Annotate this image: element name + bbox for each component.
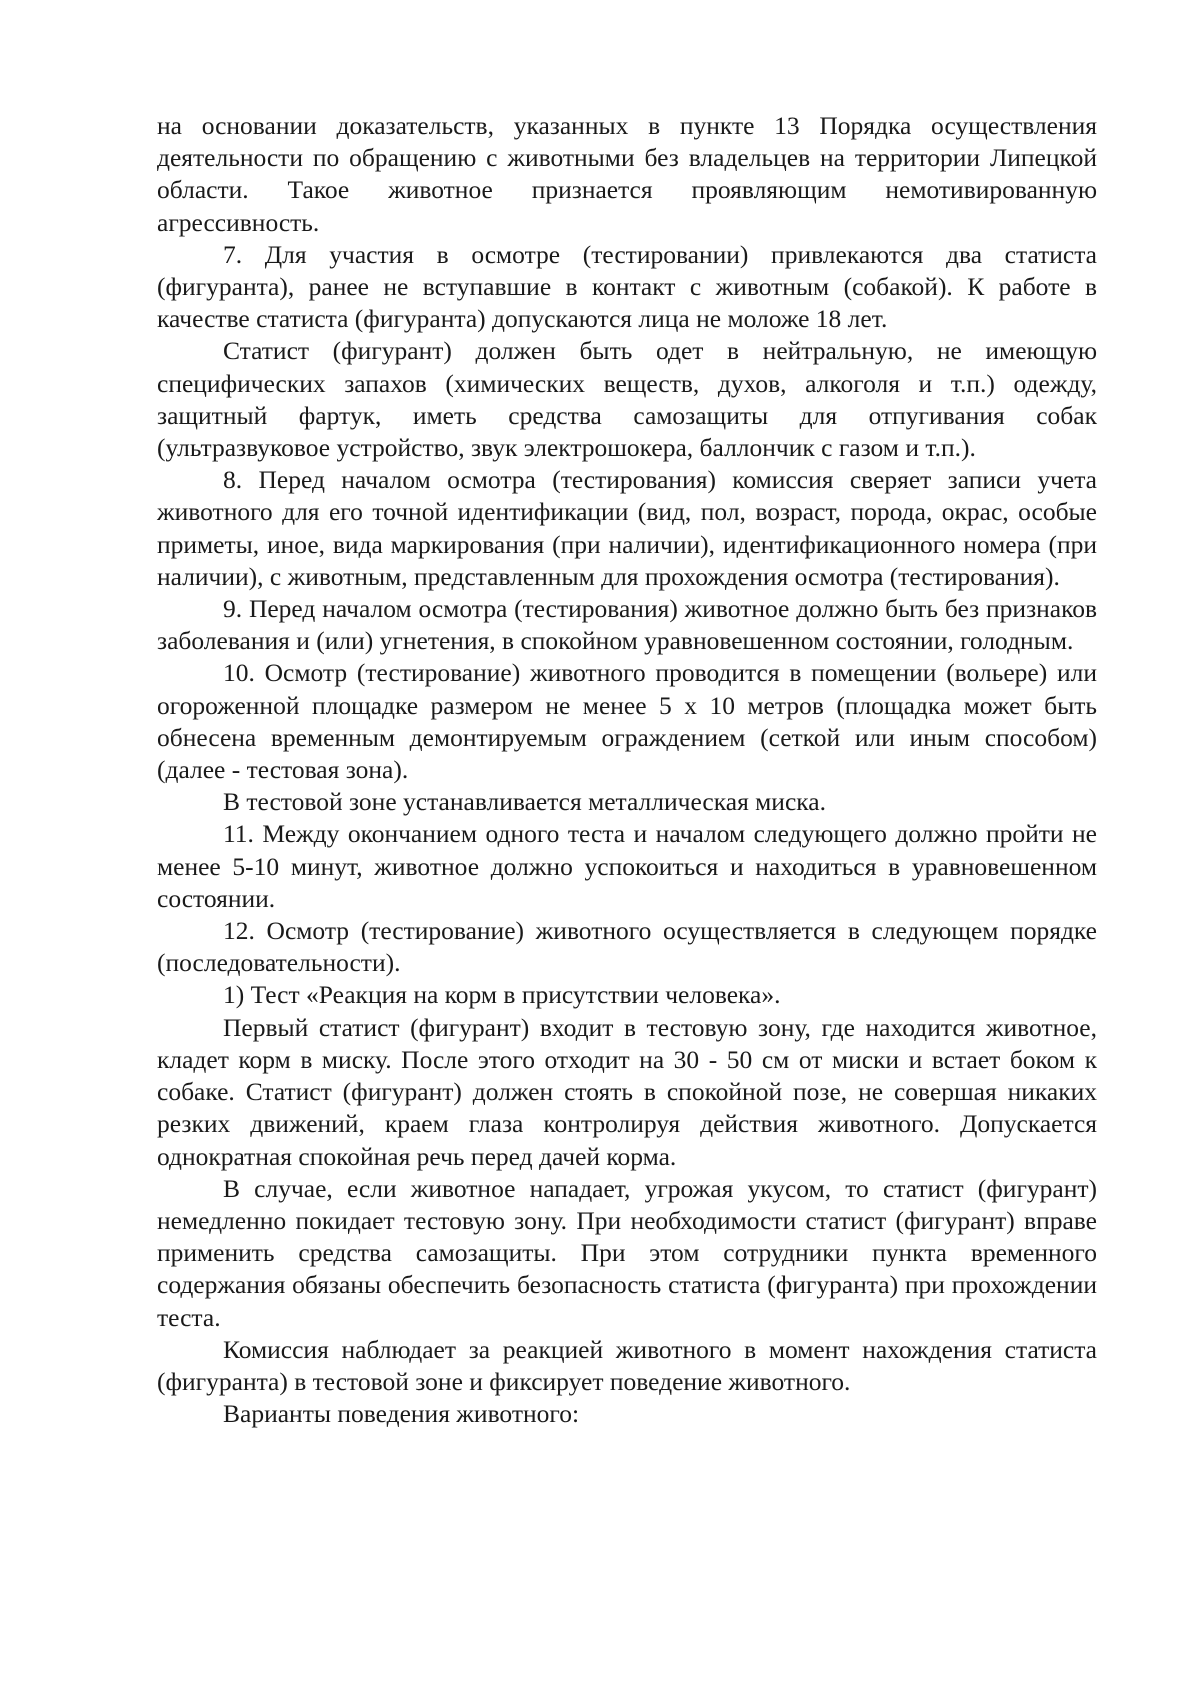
paragraph: на основании доказательств, указанных в пункте 13 Порядка осуществления деятельности по обращению с животными без владельцев на территории Липецкой области. Такое животное признается проявляющим немотивированную агрессивность. [157,111,1097,237]
paragraph: 8. Перед началом осмотра (тестирования) комиссия сверяет записи учета животного для его точной идентификации (вид, пол, возраст, порода, окрас, особые приметы, иное, вида маркирования (при наличии), идентификационного номера (при наличии), с животным, представленным для прохождения осмотра (тестирования). [157,465,1097,591]
paragraph: 12. Осмотр (тестирование) животного осуществляется в следующем порядке (последовательности). [157,916,1097,978]
paragraph: 11. Между окончанием одного теста и началом следующего должно пройти не менее 5-10 минут, животное должно успокоиться и находиться в уравновешенном состоянии. [157,819,1097,913]
paragraph: Первый статист (фигурант) входит в тестовую зону, где находится животное, кладет корм в миску. После этого отходит на 30 - 50 см от миски и встает боком к собаке. Статист (фигурант) должен стоять в спокойной позе, не совершая никаких резких движений, краем глаза контролируя действия животного. Допускается однократная спокойная речь перед дачей корма. [157,1012,1097,1171]
paragraph: 10. Осмотр (тестирование) животного проводится в помещении (вольере) или огороженной площадке размером не менее 5 х 10 метров (площадка может быть обнесена временным демонтируемым ограждением (сеткой или иным способом) (далее - тестовая зона). [157,658,1097,785]
paragraph: Статист (фигурант) должен быть одет в нейтральную, не имеющую специфических запахов (химических веществ, духов, алкоголя и т.п.) одежду, защитный фартук, иметь средства самозащиты для отпугивания собак (ультразвуковое устройство, звук электрошокера, баллончик с газом и т.п.). [157,336,1097,463]
paragraph: Варианты поведения животного: [223,1399,580,1429]
paragraph: 1) Тест «Реакция на корм в присутствии человека». [223,980,781,1010]
paragraph: В тестовой зоне устанавливается металлическая миска. [223,787,826,817]
paragraph: В случае, если животное нападает, угрожая укусом, то статист (фигурант) немедленно покидает тестовую зону. При необходимости статист (фигурант) вправе применить средства самозащиты. При этом сотрудники пункта временного содержания обязаны обеспечить безопасность статиста (фигуранта) при прохождении теста. [157,1173,1097,1332]
paragraph: 9. Перед началом осмотра (тестирования) животное должно быть без признаков заболевания и (или) угнетения, в спокойном уравновешенном состоянии, голодным. [157,594,1097,656]
paragraph: 7. Для участия в осмотре (тестировании) привлекаются два статиста (фигуранта), ранее не вступавшие в контакт с животным (собакой). К работе в качестве статиста (фигуранта) допускаются лица не моложе 18 лет. [157,239,1097,334]
document-body [157,110,1097,1430]
paragraph: Комиссия наблюдает за реакцией животного в момент нахождения статиста (фигуранта) в тестовой зоне и фиксирует поведение животного. [157,1334,1097,1396]
